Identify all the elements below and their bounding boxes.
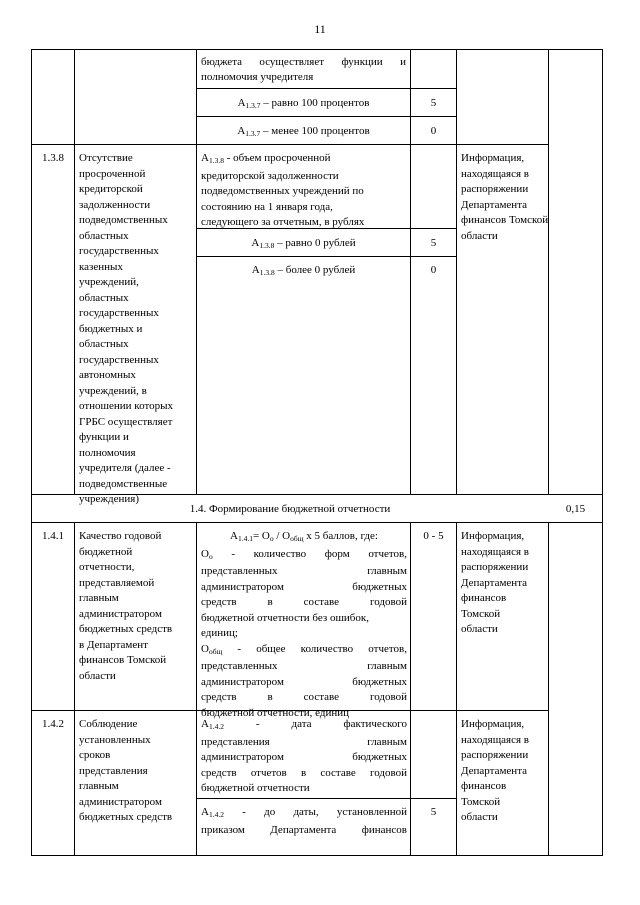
score-137-equal-100: 5 — [430, 97, 437, 109]
row-138-description: $А_{1.3.8}$ - объем просроченной кредиторской задолженности подведомственных учреждений по состоянию на 1 января года, следующего за отчетным, в рублях — [201, 152, 365, 228]
row-138-number: 1.3.8 — [42, 152, 64, 164]
row-142-number: 1.4.2 — [42, 718, 64, 730]
desc-137-line-1: бюджета осуществляет функции и — [201, 56, 406, 68]
row-142-name: Соблюдение установленных сроков представления главным администратором бюджетных средств — [79, 718, 173, 823]
score-138-equal-0: 5 — [430, 237, 437, 249]
row-138-source: Информация, находящаяся в распоряжении Департамента финансов Томской области — [461, 152, 549, 242]
option-138-equal-0: $А_{1.3.8}$ – равно 0 рублей — [251, 237, 356, 250]
section-14-weight: 0,15 — [565, 503, 586, 515]
row-138-name: Отсутствие просроченной кредиторской задолженности подведомственных областных государственных казенных учреждений, областных государственных бюджетных и областных государственных автономных учреждений, в отношении которых ГРБС осуществляет функции и полномочия учредителя (далее - подведомственные учреждения) — [79, 152, 174, 505]
row-142-source: Информация, находящаяся в распоряжении Департамента финансов Томской области — [461, 718, 529, 823]
desc-137-line-2: полномочия учредителя — [201, 71, 314, 83]
row-142-description-2: $А_{1.4.2}$ - до даты, установленной приказом Департамента финансов — [201, 806, 407, 836]
option-138-more-0: $А_{1.3.8}$ – более 0 рублей — [251, 264, 356, 277]
row-141-number: 1.4.1 — [42, 530, 64, 542]
score-138-more-0: 0 — [430, 264, 437, 276]
row-141-description: $А_{1.4.1}= О_о / О_{общ}$ х 5 баллов, где: $О_о$ - количество форм отчетов, представленных главным администратором бюджетных средств в составе годовой бюджетной отчетности без ошибок, единиц; $О_{общ}$ - общее количество отчетов, представленных главным администратором бюджетных средств в составе годовой бюджетной отчетности, единиц — [201, 530, 407, 719]
score-137-less-100: 0 — [430, 125, 437, 137]
section-14-title: 1.4. Формирование бюджетной отчетности — [189, 503, 391, 515]
option-137-less-100: $А_{1.3.7}$ – менее 100 процентов — [237, 125, 370, 138]
row-142-description-1: $А_{1.4.2}$ - дата фактического представления главным администратором бюджетных средств отчетов в составе годовой бюджетной отчетности — [201, 718, 407, 794]
row-141-score: 0 - 5 — [423, 530, 444, 542]
row-141-source: Информация, находящаяся в распоряжении Департамента финансов Томской области — [461, 530, 529, 635]
row-142-score: 5 — [430, 806, 437, 818]
row-141-name: Качество годовой бюджетной отчетности, представляемой главным администратором бюджетных средств в Департамент финансов Томской области — [79, 530, 173, 682]
page-number: 11 — [314, 22, 326, 36]
row-141-formula: $А_{1.4.1}= О_о / О_{общ}$ х 5 баллов, где: — [230, 530, 378, 543]
option-137-equal-100: $А_{1.3.7}$ – равно 100 процентов — [237, 97, 370, 110]
